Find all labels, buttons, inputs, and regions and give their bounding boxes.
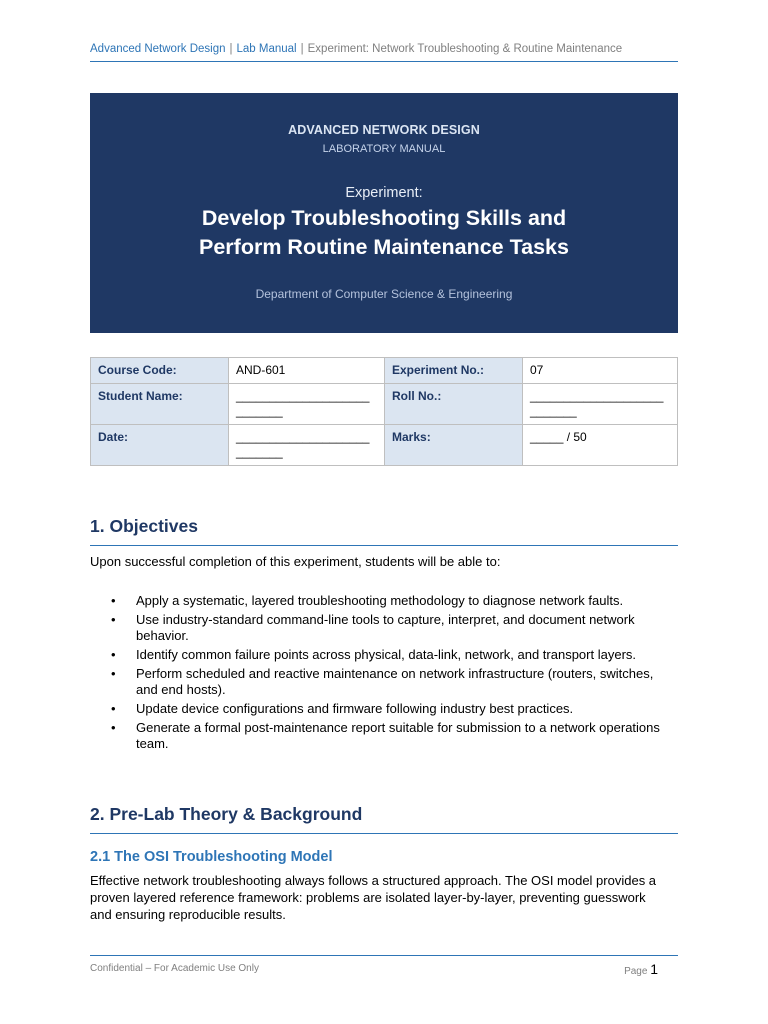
info-table — [90, 357, 678, 466]
header-separator: | — [300, 43, 304, 55]
student-name-label: Student Name: — [91, 384, 229, 425]
bullet-icon: • — [111, 612, 116, 627]
list-item: • Use industry-standard command-line tools to capture, interpret, and document network behavior. — [111, 612, 635, 643]
experiment-no-label: Experiment No.: — [385, 358, 523, 384]
bullet-icon: • — [111, 647, 116, 662]
roll-no-label: Roll No.: — [385, 384, 523, 425]
page-footer — [90, 955, 678, 977]
bullet-icon: • — [111, 666, 116, 681]
bullet-icon: • — [111, 593, 116, 608]
header-experiment: Experiment: Network Troubleshooting & Routine Maintenance — [307, 43, 623, 55]
header-course: Advanced Network Design — [90, 43, 226, 55]
bullet-icon: • — [111, 720, 116, 735]
marks-label: Marks: — [385, 425, 523, 466]
page-label: Page — [624, 966, 648, 977]
bullet-icon: • — [111, 701, 116, 716]
student-name-field[interactable]: ____________________ _______ — [229, 384, 385, 425]
table-row — [91, 425, 678, 466]
banner-org: ADVANCED NETWORK DESIGN — [288, 123, 480, 137]
header-separator: | — [229, 43, 233, 55]
page-header — [90, 43, 678, 62]
list-item: • Apply a systematic, layered troubleshooting methodology to diagnose network faults. — [111, 593, 624, 608]
banner-title — [90, 204, 678, 262]
objectives-intro: Upon successful completion of this experiment, students will be able to: — [90, 554, 501, 569]
list-item: • Generate a formal post-maintenance report suitable for submission to a network operations team. — [111, 720, 660, 751]
course-code-label: Course Code: — [91, 358, 229, 384]
osi-paragraph: Effective network troubleshooting always follows a structured approach. The OSI model provides a proven layered reference framework: problems are isolated layer-by-layer, preventing guesswork and ensuring reproducible results. — [90, 873, 657, 922]
list-item: • Identify common failure points across physical, data-link, network, and transport layers. — [111, 647, 637, 662]
table-row — [91, 358, 678, 384]
footer-page — [624, 961, 658, 977]
experiment-no-value: 07 — [523, 358, 678, 384]
banner-department: Department of Computer Science & Engineering — [255, 287, 513, 301]
list-item: • Update device configurations and firmware following industry best practices. — [111, 701, 574, 716]
banner-title-line1: Develop Troubleshooting Skills and — [201, 206, 567, 230]
banner-title-line2: Perform Routine Maintenance Tasks — [199, 235, 569, 259]
theory-heading: 2. Pre-Lab Theory & Background — [90, 804, 678, 834]
osi-subheading: 2.1 The OSI Troubleshooting Model — [90, 849, 333, 865]
roll-no-field[interactable]: ____________________ _______ — [523, 384, 678, 425]
date-field[interactable]: ____________________ _______ — [229, 425, 385, 466]
course-code-value: AND-601 — [229, 358, 385, 384]
objectives-list — [90, 593, 678, 755]
date-label: Date: — [91, 425, 229, 466]
banner-subtitle: LABORATORY MANUAL — [322, 143, 446, 155]
header-manual: Lab Manual — [236, 43, 297, 55]
table-row — [91, 384, 678, 425]
banner-experiment-label: Experiment: — [345, 185, 423, 201]
marks-field[interactable]: _____ / 50 — [523, 425, 678, 466]
title-banner — [90, 93, 678, 333]
list-item: • Perform scheduled and reactive maintenance on network infrastructure (routers, switches, and end hosts). — [111, 666, 654, 697]
footer-confidential: Confidential – For Academic Use Only — [90, 963, 259, 974]
page-number: 1 — [650, 961, 658, 977]
objectives-heading: 1. Objectives — [90, 516, 678, 546]
